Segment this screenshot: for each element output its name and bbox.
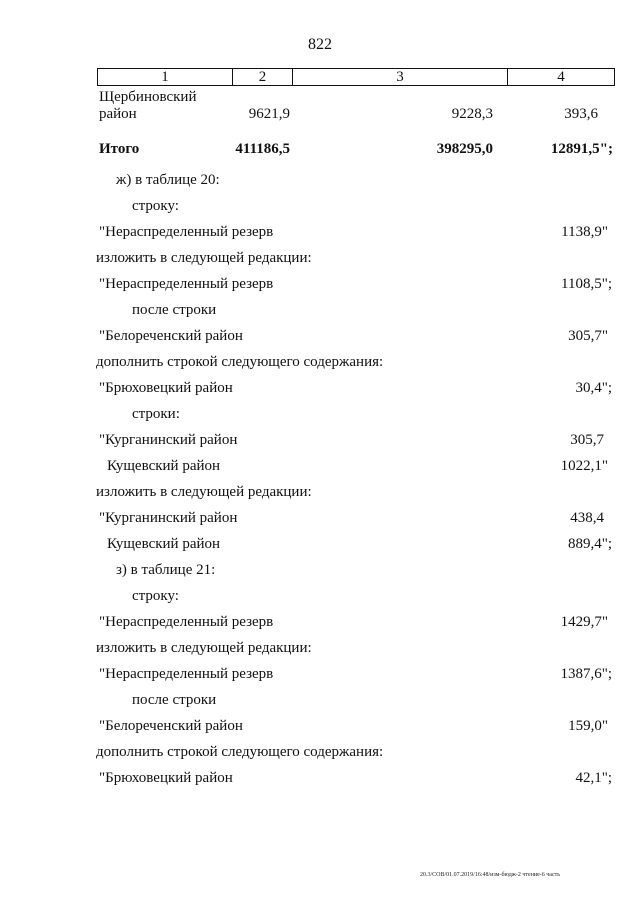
table-cell-name: район xyxy=(99,106,137,122)
table-header-cell: 2 xyxy=(233,69,293,85)
table-cell-name: Итого xyxy=(99,141,140,157)
line-value: 305,7" xyxy=(568,328,608,344)
table-header-cell: 1 xyxy=(98,69,233,85)
text-line: строки: xyxy=(132,406,180,422)
table-header-row xyxy=(97,68,615,86)
line-value: 159,0" xyxy=(568,718,608,734)
text-line: Кущевский район xyxy=(107,536,221,552)
line-value: 1022,1" xyxy=(560,458,608,474)
line-value: 305,7 xyxy=(570,432,604,448)
table-header-cell: 3 xyxy=(293,69,508,85)
text-line: "Нераспределенный резерв xyxy=(99,224,274,240)
table-cell-value: 411186,5 xyxy=(235,141,290,157)
text-line: изложить в следующей редакции: xyxy=(96,484,312,500)
text-line: ж) в таблице 20: xyxy=(116,172,220,188)
line-value: 1429,7" xyxy=(560,614,608,630)
text-line: з) в таблице 21: xyxy=(116,562,216,578)
text-line: "Нераспределенный резерв xyxy=(99,666,274,682)
line-value: 30,4"; xyxy=(575,380,612,396)
text-line: дополнить строкой следующего содержания: xyxy=(96,744,384,760)
page-number: 822 xyxy=(308,36,332,53)
table-cell-value: 398295,0 xyxy=(436,141,493,157)
table-cell-value: 9621,9 xyxy=(248,106,290,122)
text-line: "Нераспределенный резерв xyxy=(99,276,274,292)
text-line: строку: xyxy=(132,588,179,604)
line-value: 1138,9" xyxy=(561,224,608,240)
line-value: 889,4"; xyxy=(567,536,612,552)
table-cell-name: Щербиновский xyxy=(99,89,197,105)
table-cell-value: 9228,3 xyxy=(451,106,493,122)
text-line: изложить в следующей редакции: xyxy=(96,640,312,656)
text-line: "Курганинский район xyxy=(99,510,238,526)
text-line: "Белореченский район xyxy=(99,328,243,344)
text-line: "Нераспределенный резерв xyxy=(99,614,274,630)
line-value: 1108,5"; xyxy=(561,276,612,292)
table-header-cell: 4 xyxy=(557,69,565,85)
text-line: Кущевский район xyxy=(107,458,221,474)
table-cell-value: 393,6 xyxy=(564,106,598,122)
text-line: строку: xyxy=(132,198,179,214)
line-value: 42,1"; xyxy=(575,770,612,786)
text-line: "Брюховецкий район xyxy=(99,380,233,396)
footer-reference: 20.3/СОВ/01.07.2019/16:48/изм-бюдж-2 чтение-6 часть xyxy=(420,872,560,878)
text-line: после строки xyxy=(132,692,217,708)
table-cell-value: 12891,5"; xyxy=(550,141,613,157)
text-line: изложить в следующей редакции: xyxy=(96,250,312,266)
text-line: "Курганинский район xyxy=(99,432,238,448)
text-line: после строки xyxy=(132,302,217,318)
text-line: дополнить строкой следующего содержания: xyxy=(96,354,384,370)
text-line: "Белореченский район xyxy=(99,718,243,734)
text-line: "Брюховецкий район xyxy=(99,770,233,786)
line-value: 1387,6"; xyxy=(560,666,612,682)
line-value: 438,4 xyxy=(570,510,604,526)
